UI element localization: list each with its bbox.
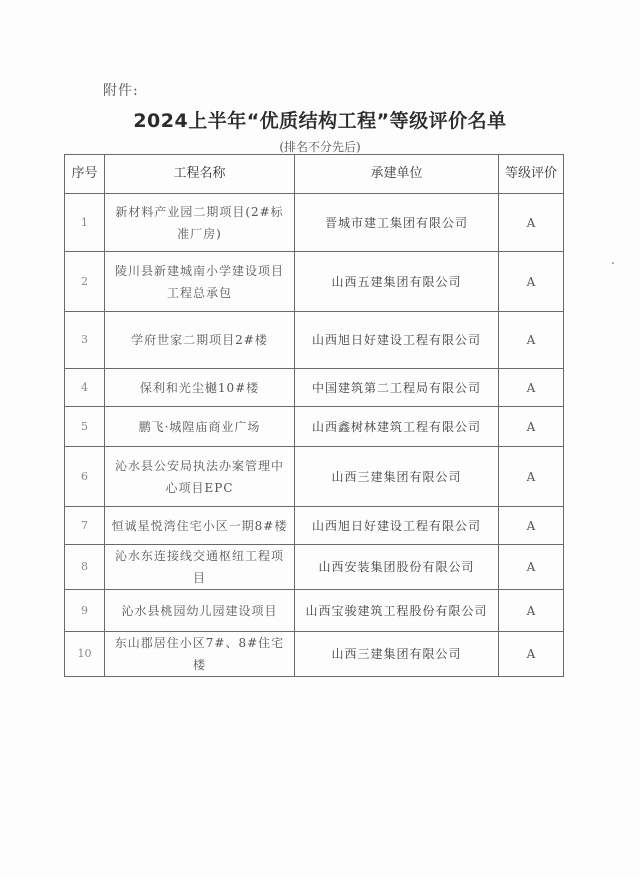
row-no: 1: [65, 194, 105, 252]
header-no: 序号: [65, 155, 105, 194]
table-row: [65, 632, 564, 677]
document-title: 2024上半年“优质结构工程”等级评价名单: [133, 110, 507, 132]
row-grade: A: [499, 590, 564, 632]
row-grade: A: [499, 407, 564, 447]
table-row: [65, 545, 564, 590]
row-no: 2: [65, 252, 105, 312]
row-no: 7: [65, 507, 105, 545]
row-builder: 中国建筑第二工程局有限公司: [295, 369, 499, 407]
table-row: [65, 369, 564, 407]
table-row: [65, 407, 564, 447]
row-project: 沁水县桃园幼儿园建设项目: [105, 590, 295, 632]
table-row: [65, 590, 564, 632]
row-grade: A: [499, 447, 564, 507]
row-project: 学府世家二期项目2#楼: [105, 312, 295, 369]
row-grade: A: [499, 252, 564, 312]
row-no: 5: [65, 407, 105, 447]
table-row: [65, 447, 564, 507]
row-grade: A: [499, 545, 564, 590]
table-row: [65, 194, 564, 252]
row-grade: A: [499, 312, 564, 369]
scan-speck: [612, 262, 614, 264]
row-grade: A: [499, 369, 564, 407]
row-builder: 山西五建集团有限公司: [295, 252, 499, 312]
table-row: [65, 312, 564, 369]
row-no: 4: [65, 369, 105, 407]
row-no: 6: [65, 447, 105, 507]
header-project: 工程名称: [105, 155, 295, 194]
evaluation-table: [64, 154, 564, 677]
row-no: 10: [65, 632, 105, 677]
row-grade: A: [499, 632, 564, 677]
header-builder: 承建单位: [295, 155, 499, 194]
row-grade: A: [499, 194, 564, 252]
row-builder: 山西旭日好建设工程有限公司: [295, 312, 499, 369]
row-builder: 山西旭日好建设工程有限公司: [295, 507, 499, 545]
row-project: 新材料产业园二期项目(2#标准厂房): [105, 194, 295, 252]
row-project: 保利和光尘樾10#楼: [105, 369, 295, 407]
row-no: 3: [65, 312, 105, 369]
row-builder: 山西三建集团有限公司: [295, 632, 499, 677]
row-no: 8: [65, 545, 105, 590]
row-project: 恒诚星悦湾住宅小区一期8#楼: [105, 507, 295, 545]
row-project: 东山郡居住小区7#、8#住宅楼: [105, 632, 295, 677]
table-header-row: [65, 155, 564, 194]
row-project: 沁水东连接线交通枢纽工程项目: [105, 545, 295, 590]
table-row: [65, 507, 564, 545]
document-subtitle: (排名不分先后): [279, 140, 361, 154]
row-builder: 山西鑫树林建筑工程有限公司: [295, 407, 499, 447]
row-no: 9: [65, 590, 105, 632]
attachment-label: 附件:: [103, 83, 139, 99]
row-project: 沁水县公安局执法办案管理中心项目EPC: [105, 447, 295, 507]
table-row: [65, 252, 564, 312]
row-builder: 晋城市建工集团有限公司: [295, 194, 499, 252]
row-project: 陵川县新建城南小学建设项目工程总承包: [105, 252, 295, 312]
row-builder: 山西三建集团有限公司: [295, 447, 499, 507]
row-grade: A: [499, 507, 564, 545]
row-project: 鹏飞·城隍庙商业广场: [105, 407, 295, 447]
header-grade: 等级评价: [499, 155, 564, 194]
row-builder: 山西宝骏建筑工程股份有限公司: [295, 590, 499, 632]
row-builder: 山西安装集团股份有限公司: [295, 545, 499, 590]
